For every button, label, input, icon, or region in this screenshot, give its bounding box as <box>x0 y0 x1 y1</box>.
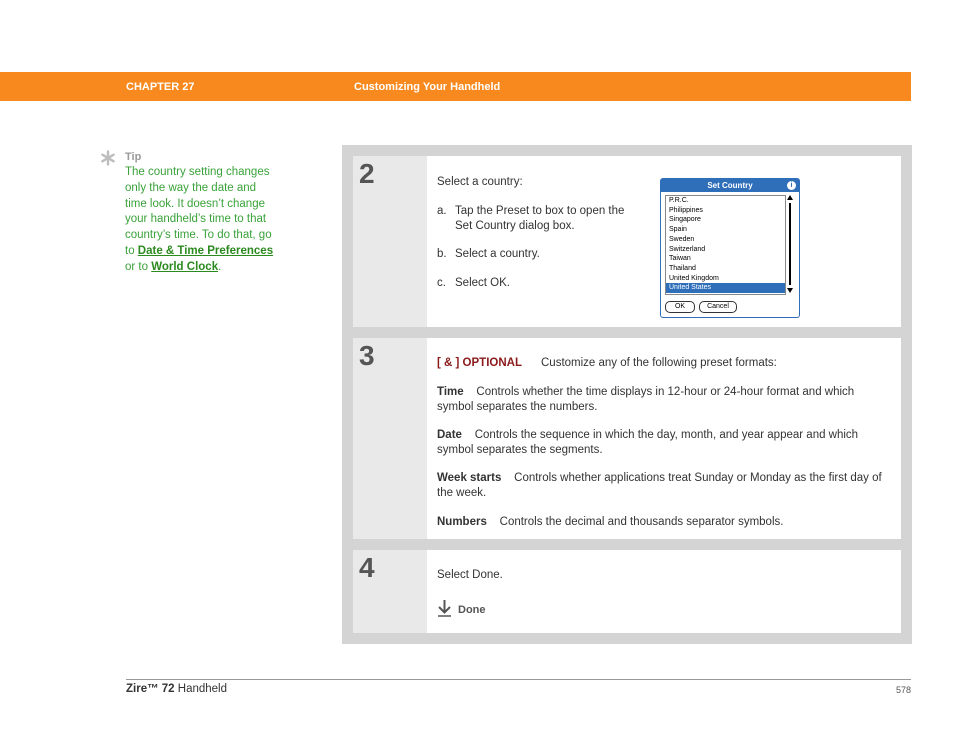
step-3 <box>353 338 901 539</box>
ok-button[interactable]: OK <box>665 301 695 313</box>
format-item-date <box>437 428 892 457</box>
tip-text-end: . <box>218 260 222 273</box>
step-content <box>427 156 901 327</box>
tip-text-start: The country setting changes only the way the date and time look. It doesn’t change your handheld’s time to that country’s time. To do that, go to <box>125 166 272 257</box>
substep-b-marker: b. <box>437 248 447 260</box>
page-number: 578 <box>895 685 911 695</box>
format-term: Time <box>437 386 464 398</box>
step-2 <box>353 156 901 327</box>
format-item-time <box>437 385 892 414</box>
step-number-column <box>353 550 427 633</box>
country-item[interactable]: Spain <box>669 226 687 234</box>
step-number: 2 <box>359 158 375 189</box>
steps-panel <box>342 145 912 644</box>
list-scrollbar[interactable] <box>787 195 793 293</box>
product-suffix: Handheld <box>174 683 228 695</box>
country-item[interactable]: P.R.C. <box>669 197 689 204</box>
country-item[interactable]: Sweden <box>669 235 695 243</box>
format-term: Week starts <box>437 472 502 484</box>
country-item-selected[interactable]: United States <box>666 283 785 293</box>
format-desc: Controls the sequence in which the day, month, and year appear and which symbol separates the segments. <box>437 429 859 456</box>
step-content <box>427 338 901 539</box>
footer-product <box>126 683 227 695</box>
tip-label: Tip <box>125 151 142 163</box>
substep-a-text: Tap the Preset to box to open the Set Country dialog box. <box>455 205 625 232</box>
chapter-number: CHAPTER 27 <box>126 81 195 93</box>
country-item[interactable]: Thailand <box>669 264 696 272</box>
asterisk-icon <box>100 150 116 166</box>
optional-tag: [ & ] OPTIONAL <box>437 357 522 369</box>
step-number-column <box>353 338 427 539</box>
step-4 <box>353 550 901 633</box>
format-desc: Controls the decimal and thousands separator symbols. <box>499 516 784 528</box>
dialog-title: Set Country <box>661 179 799 192</box>
country-item[interactable]: Philippines <box>669 206 703 214</box>
substep-c-text: Select OK. <box>455 277 510 289</box>
format-item-numbers <box>437 515 892 530</box>
done-label: Done <box>458 604 486 616</box>
scroll-down-arrow-icon[interactable] <box>787 288 793 293</box>
date-time-preferences-link[interactable]: Date & Time Preferences <box>137 244 274 257</box>
step-number: 3 <box>359 340 375 371</box>
substep-b-text: Select a country. <box>455 248 540 260</box>
info-icon[interactable]: i <box>787 181 796 190</box>
footer-divider <box>126 679 911 680</box>
chapter-header-bar <box>0 72 911 101</box>
format-item-week-starts <box>437 471 897 500</box>
tip-text-middle: or to <box>125 260 152 273</box>
country-list[interactable] <box>665 195 786 295</box>
country-item[interactable]: Taiwan <box>669 255 691 263</box>
country-item[interactable]: Switzerland <box>669 245 706 253</box>
step-number-column <box>353 156 427 327</box>
step-intro: Customize any of the following preset formats: <box>541 357 777 369</box>
format-term: Numbers <box>437 516 487 528</box>
cancel-button[interactable]: Cancel <box>699 301 737 313</box>
step-intro: Select a country: <box>437 176 523 188</box>
scroll-track[interactable] <box>789 203 791 285</box>
format-term: Date <box>437 429 462 441</box>
step-content <box>427 550 901 633</box>
scroll-up-arrow-icon[interactable] <box>787 195 793 200</box>
step-number: 4 <box>359 552 375 583</box>
format-desc: Controls whether the time displays in 12-hour or 24-hour format and which symbol separates the numbers. <box>437 386 855 413</box>
arrow-down-icon <box>437 599 452 617</box>
format-desc: Controls whether applications treat Sunday or Monday as the first day of the week. <box>437 472 882 499</box>
substep-c-marker: c. <box>437 277 446 289</box>
product-name: Zire™ 72 <box>126 683 175 695</box>
step-text: Select Done. <box>437 569 503 581</box>
country-item[interactable]: United Kingdom <box>669 274 719 282</box>
chapter-title: Customizing Your Handheld <box>354 81 501 93</box>
world-clock-link[interactable]: World Clock <box>151 260 219 273</box>
substep-a-marker: a. <box>437 205 447 217</box>
country-item[interactable]: Singapore <box>669 216 701 224</box>
tip-text <box>125 165 275 276</box>
set-country-dialog <box>660 178 800 318</box>
